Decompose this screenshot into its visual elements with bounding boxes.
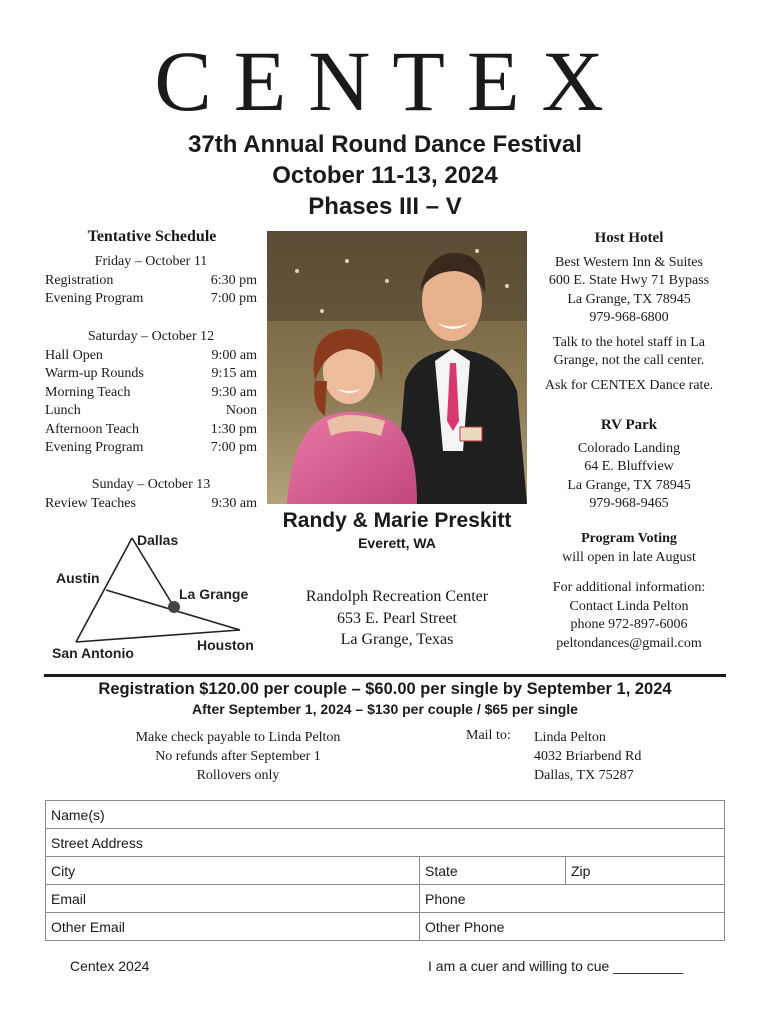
festival-dates: October 11-13, 2024 (272, 162, 498, 189)
contact-email: peltondances@gmail.com (556, 635, 702, 651)
section-divider (44, 674, 726, 677)
hotel-city: La Grange, TX 78945 (567, 291, 691, 307)
map-edge (76, 538, 132, 642)
couple-city: Everett, WA (358, 535, 436, 551)
phone-field[interactable]: Phone (420, 885, 725, 913)
couple-photo (267, 231, 527, 504)
festival-phases: Phases III – V (308, 193, 462, 220)
rv-name: Colorado Landing (577, 440, 681, 456)
schedule-row: Evening Program 7:00 pm (45, 291, 257, 306)
rollover-policy: Rollovers only (196, 768, 280, 783)
schedule-sunday (45, 476, 257, 513)
other-email-field[interactable]: Other Email (46, 913, 420, 941)
registration-price: Registration $120.00 per couple – $60.00 per single by September 1, 2024 (98, 680, 672, 698)
schedule-row: Review Teaches 9:30 am (45, 495, 257, 511)
schedule-row: Registration 6:30 pm (45, 272, 257, 288)
rv-phone: 979-968-9465 (589, 496, 669, 511)
texas-map (48, 528, 270, 664)
schedule-row: Hall Open 9:00 am (45, 347, 257, 363)
contact-block (533, 579, 725, 653)
hotel-address: 600 E. State Hwy 71 Bypass (548, 273, 710, 288)
couple-name: Randy & Marie Preskitt (282, 509, 512, 532)
mail-street: 4032 Briarbend Rd (534, 749, 642, 764)
hotel-block (533, 229, 725, 395)
festival-title: 37th Annual Round Dance Festival (188, 131, 582, 158)
venue-name: Randolph Recreation Center (305, 588, 489, 605)
zip-field[interactable]: Zip (566, 857, 725, 885)
schedule-day: Friday – October 11 (94, 254, 208, 269)
check-payable: Make check payable to Linda Pelton (135, 730, 341, 745)
hotel-rate-note: Ask for CENTEX Dance rate. (544, 377, 714, 393)
hotel-phone: 979-968-6800 (589, 310, 669, 325)
venue-block (275, 586, 519, 651)
rv-street: 64 E. Bluffview (584, 459, 674, 474)
hotel-note: Talk to the hotel staff in La Grange, not the call center. (553, 334, 705, 368)
venue-city: La Grange, Texas (340, 631, 454, 648)
map-label-la-grange: La Grange (179, 586, 249, 602)
voting-text: will open in late August (562, 549, 696, 565)
voting-title: Program Voting (581, 531, 677, 546)
voting-block (533, 530, 725, 567)
hotel-name: Best Western Inn & Suites (555, 254, 703, 270)
refund-policy: No refunds after September 1 (155, 749, 321, 764)
schedule-day: Saturday – October 12 (87, 329, 215, 344)
schedule-day: Sunday – October 13 (91, 477, 211, 492)
contact-name: Contact Linda Pelton (569, 598, 689, 614)
contact-line: For additional information: (552, 580, 706, 595)
venue-street: 653 E. Pearl Street (337, 609, 457, 627)
mail-name: Linda Pelton (534, 730, 606, 745)
hotel-title: Host Hotel (594, 230, 664, 246)
check-instructions (110, 728, 366, 785)
schedule-row: Lunch Noon (45, 403, 257, 418)
cuer-statement[interactable]: I am a cuer and willing to cue _________ (428, 958, 684, 974)
email-field[interactable]: Email (46, 885, 420, 913)
map-edge (132, 538, 174, 607)
la-grange-marker (168, 601, 180, 613)
schedule-saturday (45, 328, 257, 458)
centex-logo: CENTEX (154, 33, 626, 129)
rv-city: La Grange, TX 78945 (567, 477, 691, 493)
registration-form (45, 800, 725, 941)
other-phone-field[interactable]: Other Phone (420, 913, 725, 941)
footer-year: Centex 2024 (70, 958, 150, 974)
mail-address (534, 728, 641, 785)
mail-city: Dallas, TX 75287 (534, 768, 634, 783)
rv-title: RV Park (600, 417, 658, 433)
map-label-dallas: Dallas (137, 532, 179, 548)
street-address-field[interactable]: Street Address (46, 829, 725, 857)
city-field[interactable]: City (46, 857, 420, 885)
state-field[interactable]: State (420, 857, 566, 885)
schedule-row: Warm-up Rounds 9:15 am (45, 366, 257, 381)
map-label-san-antonio: San Antonio (52, 645, 134, 661)
schedule-friday (45, 253, 257, 309)
schedule-row: Afternoon Teach 1:30 pm (45, 421, 257, 437)
schedule-row: Evening Program 7:00 pm (45, 440, 257, 455)
mail-to-label: Mail to: (466, 728, 511, 743)
contact-phone: phone 972-897-6006 (570, 617, 688, 632)
map-label-austin: Austin (56, 570, 100, 586)
late-registration-price: After September 1, 2024 – $130 per couple / $65 per single (192, 701, 578, 717)
map-label-houston: Houston (197, 637, 254, 653)
schedule-title: Tentative Schedule (87, 228, 217, 245)
schedule-row: Morning Teach 9:30 am (45, 384, 257, 400)
names-field[interactable]: Name(s) (46, 801, 725, 829)
rv-block (533, 416, 725, 514)
